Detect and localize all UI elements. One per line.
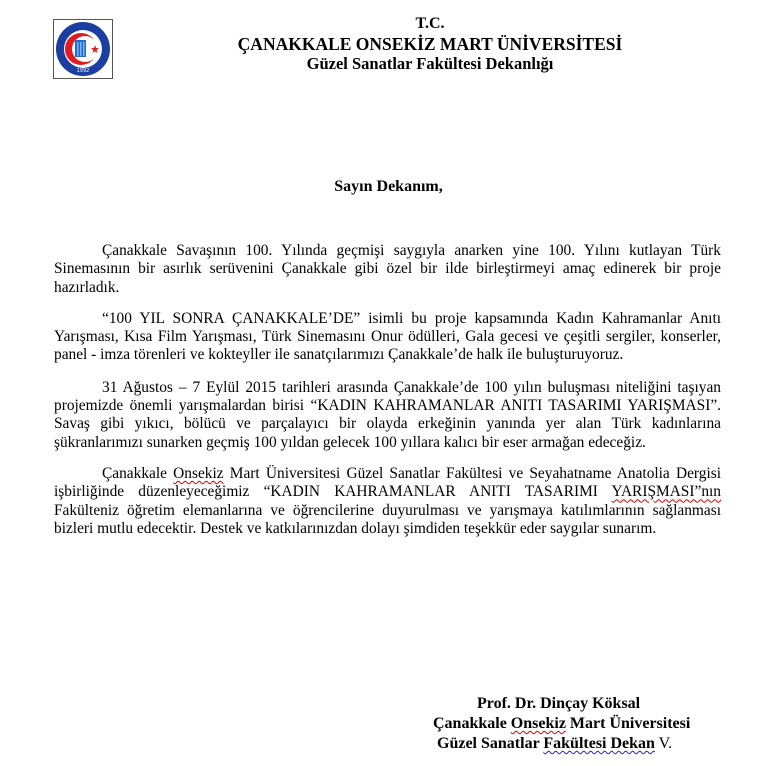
seal-year: 1992 (76, 68, 90, 74)
sig-text: Mart Üniversitesi (565, 715, 691, 732)
p4-text: Fakülteniz öğretim elemanlarına ve öğrencilerine duyurulması ve yarışmaya katılımlarının sağlanması bizleri mutlu edecektir. Destek ve katkılarınızdan dolayı şimdiden teşekkür eder saygılar sunarım. (54, 501, 721, 537)
header-university: ÇANAKKALE ONSEKİZ MART ÜNİVERSİTESİ (237, 34, 623, 54)
header-tc: T.C. (415, 15, 445, 32)
building-stripe (77, 42, 79, 56)
paragraph-2: “100 YIL SONRA ÇANAKKALE’DE” isimli bu proje kapsamında Kadın Kahramanlar Anıtı Yarışması, Kısa Film Yarışması, Türk Sinemasını Onur ödülleri, Gala gecesi ve çeşitli sergiler, konserler, panel - imza törenleri ve kokteyller ile sanatçılarımızı Çanakkale’de halk ile buluşturuyoruz. (54, 309, 721, 364)
signature-block (420, 694, 750, 754)
sig-text: V. (654, 735, 673, 752)
p4-text: Çanakkale (102, 464, 174, 482)
letter-body (54, 242, 721, 551)
university-seal-icon (54, 20, 112, 78)
paragraph-3: 31 Ağustos – 7 Eylül 2015 tarihleri arasında Çanakkale’de 100 yılın buluşması niteliğini taşıyan projemizde önemli yarışmalardan birisi “KADIN KAHRAMANLAR ANITI TASARIMI YARIŞMASI”. Savaş gibi yıkıcı, bölücü ve parçalayıcı bir olayda erkeğinin yanında yer alan Türk kadınlarına şükranlarımızı sunarken geçmiş 100 yıldan gelecek 100 yıllara kalıcı bir eser armağan edeceğiz. (54, 378, 721, 451)
signatory-title (420, 734, 750, 754)
p4-text: Mart Üniversitesi Güzel Sanatlar Fakültesi ve Seyahatname Anatolia Dergisi işbirliğinde düzenleyeceğimiz “KADIN KAHRAMANLAR ANITI TASARIMI (54, 464, 721, 501)
sig-text: Çanakkale (433, 715, 511, 732)
letterhead (160, 14, 700, 74)
salutation: Sayın Dekanım, (334, 178, 443, 195)
grammar-check-phrase: Fakültesi Dekan (543, 735, 655, 752)
spellcheck-word: Onsekiz (173, 464, 224, 482)
sig-text: Güzel Sanatlar (437, 735, 544, 752)
paragraph-1: Çanakkale Savaşının 100. Yılında geçmişi saygıyla anarken yine 100. Yılını kutlayan Türk Sinemasının bir asırlık serüvenini Çanakkale gibi özel bir ilde birleştirmeyi amaç edinerek bir proje hazırladık. (54, 242, 721, 296)
paragraph-4 (54, 465, 721, 538)
spellcheck-word: YARIŞMASI”nın (611, 483, 721, 501)
signatory-name: Prof. Dr. Dinçay Köksal (477, 695, 641, 712)
university-logo (53, 19, 113, 79)
signatory-university (420, 714, 750, 734)
building-stripe (80, 42, 82, 56)
header-faculty: Güzel Sanatlar Fakültesi Dekanlığı (306, 54, 554, 73)
spellcheck-word: Onsekiz (510, 715, 566, 732)
building-stripe (83, 42, 85, 56)
